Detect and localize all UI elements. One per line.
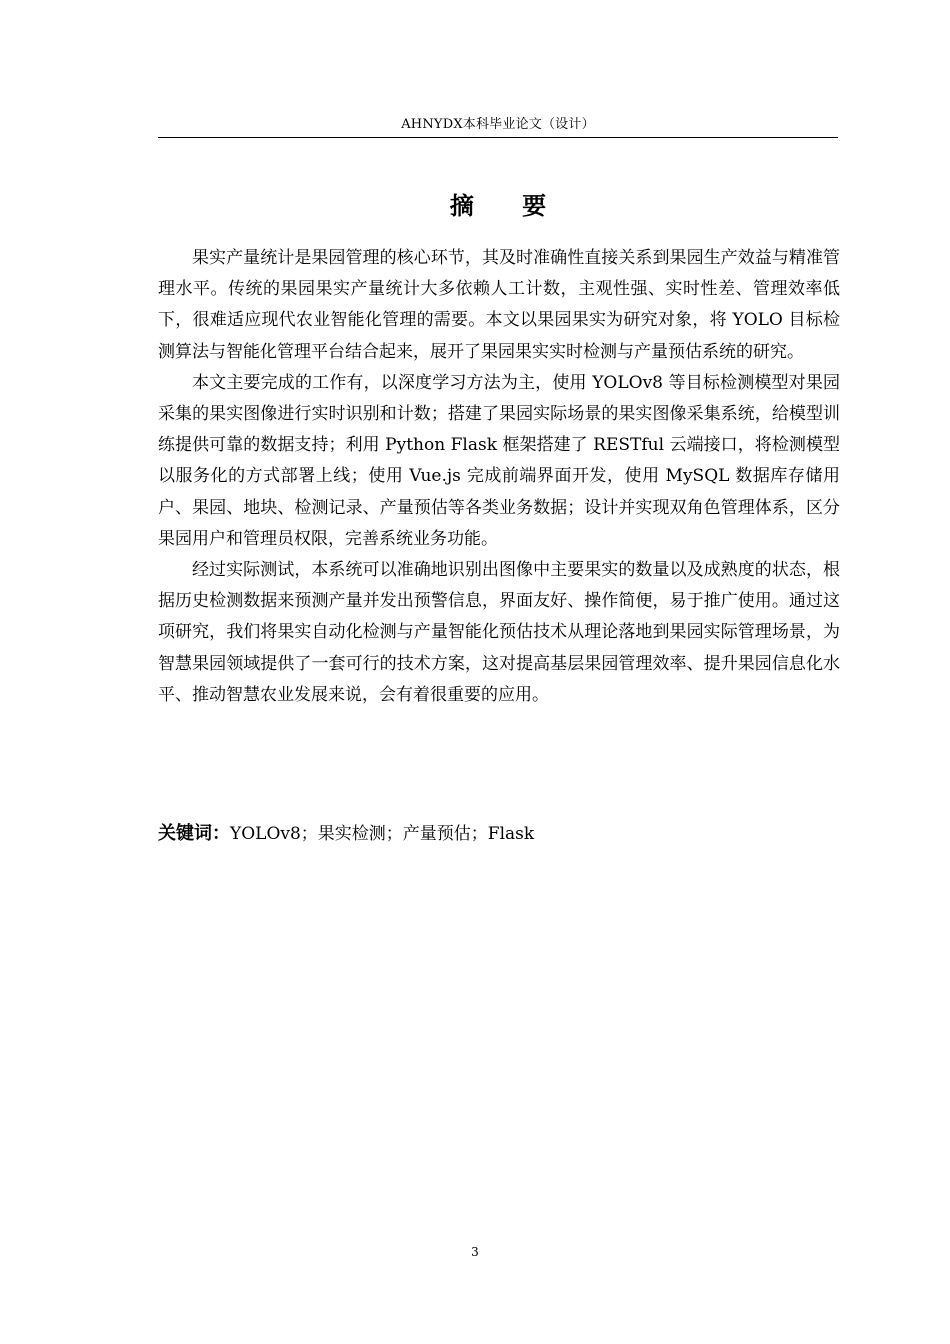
abstract-title: 摘 要 <box>449 192 567 220</box>
keywords-line <box>158 818 840 850</box>
abstract-paragraph-3: 经过实际测试，本系统可以准确地识别出图像中主要果实的数量以及成熟度的状态，根据历史检测数据来预测产量并发出预警信息，界面友好、操作简便，易于推广使用。通过这项研究，我们将果实自动化检测与产量智能化预估技术从理论落地到果园实际管理场景，为智慧果园领域提供了一套可行的技术方案，这对提高基层果园管理效率、提升果园信息化水平、推动智慧农业发展来说，会有着很重要的应用。 <box>158 560 840 705</box>
abstract-paragraph-2: 本文主要完成的工作有，以深度学习方法为主，使用 YOLOv8 等目标检测模型对果园采集的果实图像进行实时识别和计数；搭建了果园实际场景的果实图像采集系统，给模型训练提供可靠的数据支持；利用 Python Flask 框架搭建了 RESTful 云端接口，将检测模型以服务化的方式部署上线；使用 Vue.js 完成前端界面开发，使用 MySQL 数据库存储用户、果园、地块、检测记录、产量预估等各类业务数据；设计并实现双角色管理体系，区分果园用户和管理员权限，完善系统业务功能。 <box>158 372 840 549</box>
running-header: AHNYDX本科毕业论文（设计） <box>401 117 595 132</box>
page-number: 3 <box>471 1245 479 1259</box>
abstract-paragraph-1: 果实产量统计是果园管理的核心环节，其及时准确性直接关系到果园生产效益与精准管理水平。传统的果园果实产量统计大多依赖人工计数，主观性强、实时性差、管理效率低下，很难适应现代农业智能化管理的需要。本文以果园果实为研究对象，将 YOLO 目标检测算法与智能化管理平台结合起来，展开了果园果实实时检测与产量预估系统的研究。 <box>158 248 840 362</box>
header-rule <box>158 137 838 138</box>
abstract-body <box>158 243 840 711</box>
keywords-text: YOLOv8；果实检测；产量预估；Flask <box>230 824 535 844</box>
keywords-label: 关键词： <box>158 823 230 844</box>
